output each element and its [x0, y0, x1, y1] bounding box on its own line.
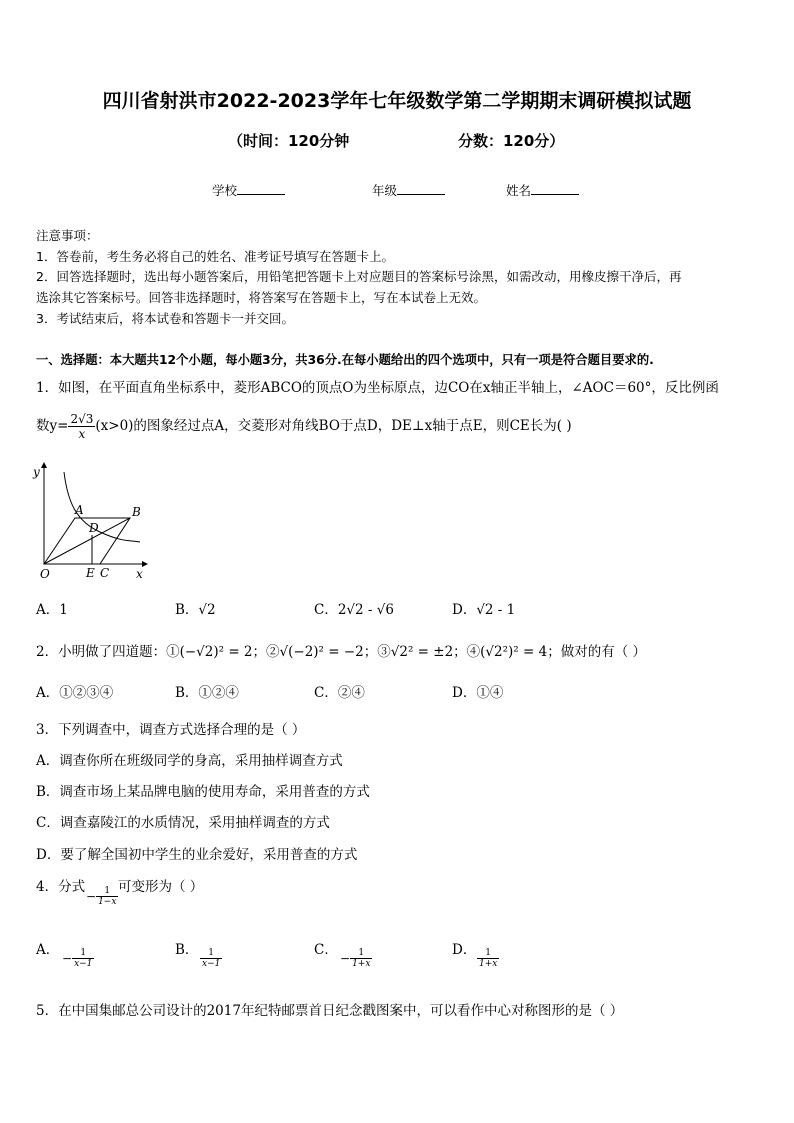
q4-b-num: 1	[200, 948, 222, 959]
q4-a-den: x−1	[74, 959, 93, 969]
y-arrow	[41, 462, 47, 468]
q4-stem-num: 1	[96, 886, 118, 897]
label-y: y	[33, 465, 40, 479]
q4-option-b-frac	[200, 948, 222, 969]
q4-option-a-frac	[62, 948, 94, 969]
label-c: C	[100, 566, 110, 580]
q4-b-frac	[200, 948, 222, 969]
q4-c-frac	[350, 948, 372, 969]
q4-option-b-label: B．	[175, 942, 199, 958]
school-field	[212, 181, 285, 199]
q4-stem-den: 1−x	[98, 897, 117, 907]
q1-line1: 1．如图，在平面直角坐标系中，菱形ABCO的顶点O为坐标原点，边CO在x轴正半轴上，∠AOC＝60°，反比例函	[36, 380, 719, 396]
q4-option-c-sign: −	[340, 951, 351, 966]
section-heading: 一、选择题：本大题共12个小题，每小题3分，共36分.在每小题给出的四个选项中，只有一项是符合题目要求的.	[36, 353, 654, 367]
grade-label: 年级	[372, 183, 398, 198]
notice-item: 选涂其它答案标号。回答非选择题时，将答案写在答题卡上，写在本试卷上无效。	[36, 290, 487, 305]
q2-option-a[interactable]: A．①②③④	[36, 685, 114, 701]
q4-option-c-label: C．	[314, 942, 338, 958]
school-label: 学校	[212, 183, 238, 198]
notice-heading: 注意事项：	[36, 228, 99, 243]
label-e: E	[86, 566, 95, 580]
q4-d-num: 1	[477, 948, 499, 959]
name-blank	[531, 182, 579, 195]
q3-option-d[interactable]: D．要了解全国初中学生的业余爱好，采用普查的方式	[36, 847, 358, 863]
notice-item: 3．考试结束后，将本试卷和答题卡一并交回。	[36, 311, 294, 326]
q1-line2-text: (x>0)的图象经过点A，交菱形对角线BO于点D，DE⊥x轴于点E，则CE长为( )	[95, 418, 572, 434]
notice-item: 1．答卷前，考生务必将自己的姓名、准考证号填写在答题卡上。	[36, 249, 394, 264]
q4-option-a-label: A．	[36, 942, 60, 958]
diagonal-bo	[44, 518, 130, 564]
grade-field	[372, 181, 445, 199]
q1-line2	[36, 412, 572, 441]
q4-option-d-frac	[477, 948, 499, 969]
x-arrow	[142, 561, 148, 567]
q4-d-den: 1+x	[479, 959, 498, 969]
q4-a-frac	[72, 948, 94, 969]
q4-a-num: 1	[72, 948, 94, 959]
q4-stem	[36, 875, 85, 895]
q1-option-c[interactable]: C．2√2 - √6	[314, 602, 394, 618]
label-b: B	[132, 505, 141, 519]
q4-option-a-sign: −	[62, 951, 73, 966]
q3-option-c[interactable]: C．调查嘉陵江的水质情况，采用抽样调查的方式	[36, 815, 330, 831]
school-blank	[237, 182, 285, 195]
q4-pre: 4．分式	[36, 879, 86, 895]
q4-option-d-label: D．	[452, 942, 477, 958]
notice-item: 2．回答选择题时，选出每小题答案后，用铅笔把答题卡上对应题目的答案标号涂黑，如需改动，用橡皮擦干净后，再	[36, 269, 682, 284]
q1-frac-den: x	[78, 427, 86, 441]
exam-title: 四川省射洪市2022-2023学年七年级数学第二学期期末调研模拟试题	[102, 90, 692, 112]
q2-option-d[interactable]: D．①④	[452, 685, 504, 701]
q4-d-frac	[477, 948, 499, 969]
q4-option-d[interactable]	[452, 938, 476, 958]
q4-c-num: 1	[350, 948, 372, 959]
q4-option-c[interactable]	[314, 938, 338, 958]
q4-option-c-frac	[340, 948, 372, 969]
label-d: D	[89, 521, 99, 535]
q3-text: 3．下列调查中，调查方式选择合理的是（ ）	[36, 722, 306, 738]
q1-option-b[interactable]: B．√2	[175, 602, 216, 618]
q2-text: 2．小明做了四道题：①(−√2)² = 2；②√(−2)² = −2；③√2² = ±2；④(√2²)² = 4；做对的有（ ）	[36, 644, 646, 660]
name-label: 姓名	[506, 183, 532, 198]
name-field	[506, 181, 579, 199]
q1-frac-num: 2√3	[70, 412, 94, 426]
label-x: x	[136, 567, 143, 581]
label-o: O	[40, 567, 50, 581]
exam-time: （时间：120分钟	[228, 132, 350, 150]
q5-text: 5．在中国集邮总公司设计的2017年纪特邮票首日纪念戳图案中，可以看作中心对称图形的是（ ）	[36, 1003, 624, 1019]
q4-post: 可变形为（ ）	[118, 879, 204, 895]
grade-blank	[397, 182, 445, 195]
q4-stem-fraction: − $\frac{1}{1-x}$	[86, 886, 117, 907]
q4-option-b[interactable]	[175, 938, 198, 958]
q1-option-d[interactable]: D．√2 - 1	[452, 602, 516, 618]
q3-option-a[interactable]: A．调查你所在班级同学的身高，采用抽样调查方式	[36, 753, 343, 769]
q4-c-den: 1+x	[352, 959, 371, 969]
exam-score: 分数：120分）	[458, 132, 565, 150]
q2-option-b[interactable]: B．①②④	[175, 685, 239, 701]
q4-option-a[interactable]	[36, 938, 59, 958]
q1-option-a[interactable]: A．1	[36, 602, 68, 618]
q1-fraction	[68, 412, 95, 441]
q1-figure	[30, 460, 160, 585]
q4-stem-frac	[96, 886, 118, 907]
q4-b-den: x−1	[202, 959, 221, 969]
q1-y-equals: 数y=	[36, 418, 69, 434]
q3-option-b[interactable]: B．调查市场上某品牌电脑的使用寿命，采用普查的方式	[36, 784, 370, 800]
label-a: A	[75, 503, 84, 517]
q2-option-c[interactable]: C．②④	[314, 685, 365, 701]
